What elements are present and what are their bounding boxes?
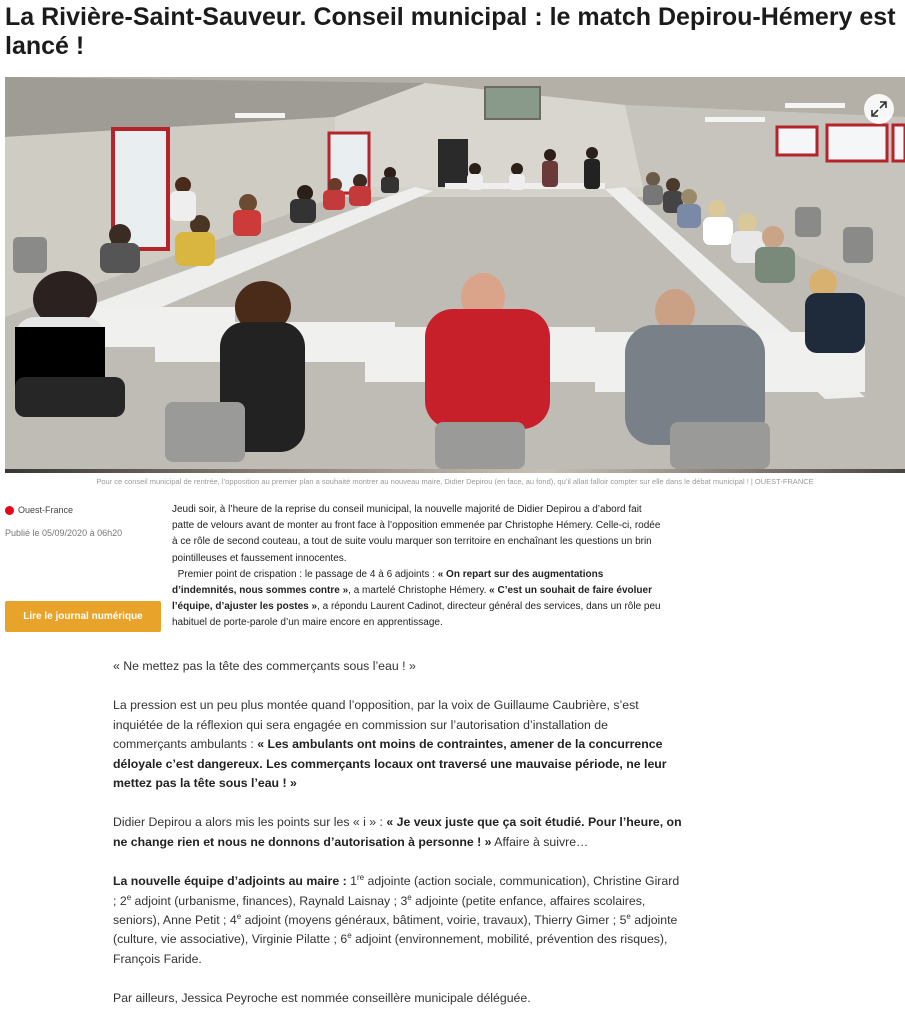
ordinal-sup: e [347, 931, 352, 941]
ordinal-sup: e [236, 911, 242, 921]
publish-date: Publié le 05/09/2020 à 06h20 [5, 528, 123, 538]
source-name: Ouest-France [18, 505, 74, 515]
expand-arrows-icon [870, 100, 888, 118]
team-text-2: adjointe (action sociale, communication), Christine Girard ; 2 [113, 874, 680, 908]
article-lead [172, 502, 662, 632]
article-headline: La Rivière-Saint-Sauveur. Conseil municipal : le match Depirou-Hémery est lancé ! [5, 3, 896, 60]
article-paragraph-1 [113, 696, 683, 793]
ouest-france-logo-icon [5, 506, 14, 515]
article-body [113, 657, 683, 1024]
p1-start: La pression est un peu plus montée quand l’opposition, par la voix de Guillaume Caubrière, s’est inquiétée de la réflexion qui sera engagée en commission sur l’autorisation d’installation de commerçants ambulants : [113, 698, 639, 752]
team-text-6: adjointe (culture, vie associative), Virginie Pilatte ; 6 [113, 913, 678, 947]
article-paragraph-team [113, 872, 683, 969]
ordinal-sup: e [626, 911, 631, 921]
lead-p2-mid: , a martelé Christophe Hémery. [348, 585, 490, 597]
article-photo[interactable] [5, 77, 905, 469]
article-source [5, 505, 73, 515]
read-digital-journal-button[interactable]: Lire le journal numérique [5, 601, 161, 632]
lead-paragraph-2 [172, 567, 662, 632]
p1-quote: « Les ambulants ont moins de contraintes, amener de la concurrence déloyale c’est dangereux. Les commerçants locaux ont traversé une mauvaise période, ne leur mettez pas la tête sous l’eau ! » [113, 737, 667, 791]
p2-end: Affaire à suivre… [491, 834, 589, 849]
lead-p2-end: , a répondu Laurent Cadinot, directeur général des services, dans un rôle peu habituel de porte-parole d’un maire encore en apprentissage. [172, 601, 661, 629]
p2-quote: « Je veux juste que ça soit étudié. Pour l’heure, on ne change rien et nous ne donnons d’autorisation à personne ! » [113, 815, 682, 849]
photo-caption: Pour ce conseil municipal de rentrée, l’opposition au premier plan a souhaité montrer au nouveau maire, Didier Depirou (en face, au fond), qu’il allait falloir compter sur elle dans le débat municipal ! | OUEST-FRANCE [96, 477, 814, 486]
team-text-5: adjoint (moyens généraux, bâtiment, voirie, travaux), Thierry Gimer ; 5 [241, 913, 627, 928]
team-text-4: adjointe (petite enfance, affaires scolaires, seniors), Anne Petit ; 4 [113, 893, 646, 928]
ordinal-sup: e [126, 892, 132, 902]
meeting-room-photo [5, 77, 905, 469]
team-text-3: adjoint (urbanisme, finances), Raynald Laisnay ; 3 [131, 893, 408, 908]
photo-bottom-strip [5, 469, 905, 473]
article-paragraph-2 [113, 813, 683, 852]
p2-start: Didier Depirou a alors mis les points sur les « i » : [113, 815, 387, 830]
team-label: La nouvelle équipe d’adjoints au maire : [113, 874, 347, 889]
lead-p2-start: Premier point de crispation : le passage de 4 à 6 adjoints : [177, 568, 438, 580]
ordinal-sup: e [407, 892, 412, 902]
lead-paragraph-1: Jeudi soir, à l’heure de la reprise du conseil municipal, la nouvelle majorité de Didier Depirou a d’abord fait patte de velours avant de monter au front face à l’opposition emmenée par Christophe Hémery. Celle-ci, rodée à ce rôle de second couteau, a tout de suite voulu marquer son territoire en enchaînant les questions un brin pointilleuses et faussement innocentes. [172, 504, 661, 564]
team-text-7: adjoint (environnement, mobilité, prévention des risques), François Faride. [113, 932, 668, 966]
article-subhead: « Ne mettez pas la tête des commerçants sous l’eau ! » [113, 659, 416, 673]
article-paragraph-4: Par ailleurs, Jessica Peyroche est nommée conseillère municipale déléguée. [113, 991, 531, 1006]
expand-photo-button[interactable] [864, 94, 894, 124]
team-text-1: 1 [346, 874, 357, 889]
lead-quote-hemery: « On repart sur des augmentations d’indemnités, nous sommes contre » [172, 568, 604, 597]
ordinal-sup: re [356, 873, 365, 883]
lead-quote-cadinot: « C’est un souhait de faire évoluer l’équipe, d’ajuster les postes » [172, 585, 652, 613]
